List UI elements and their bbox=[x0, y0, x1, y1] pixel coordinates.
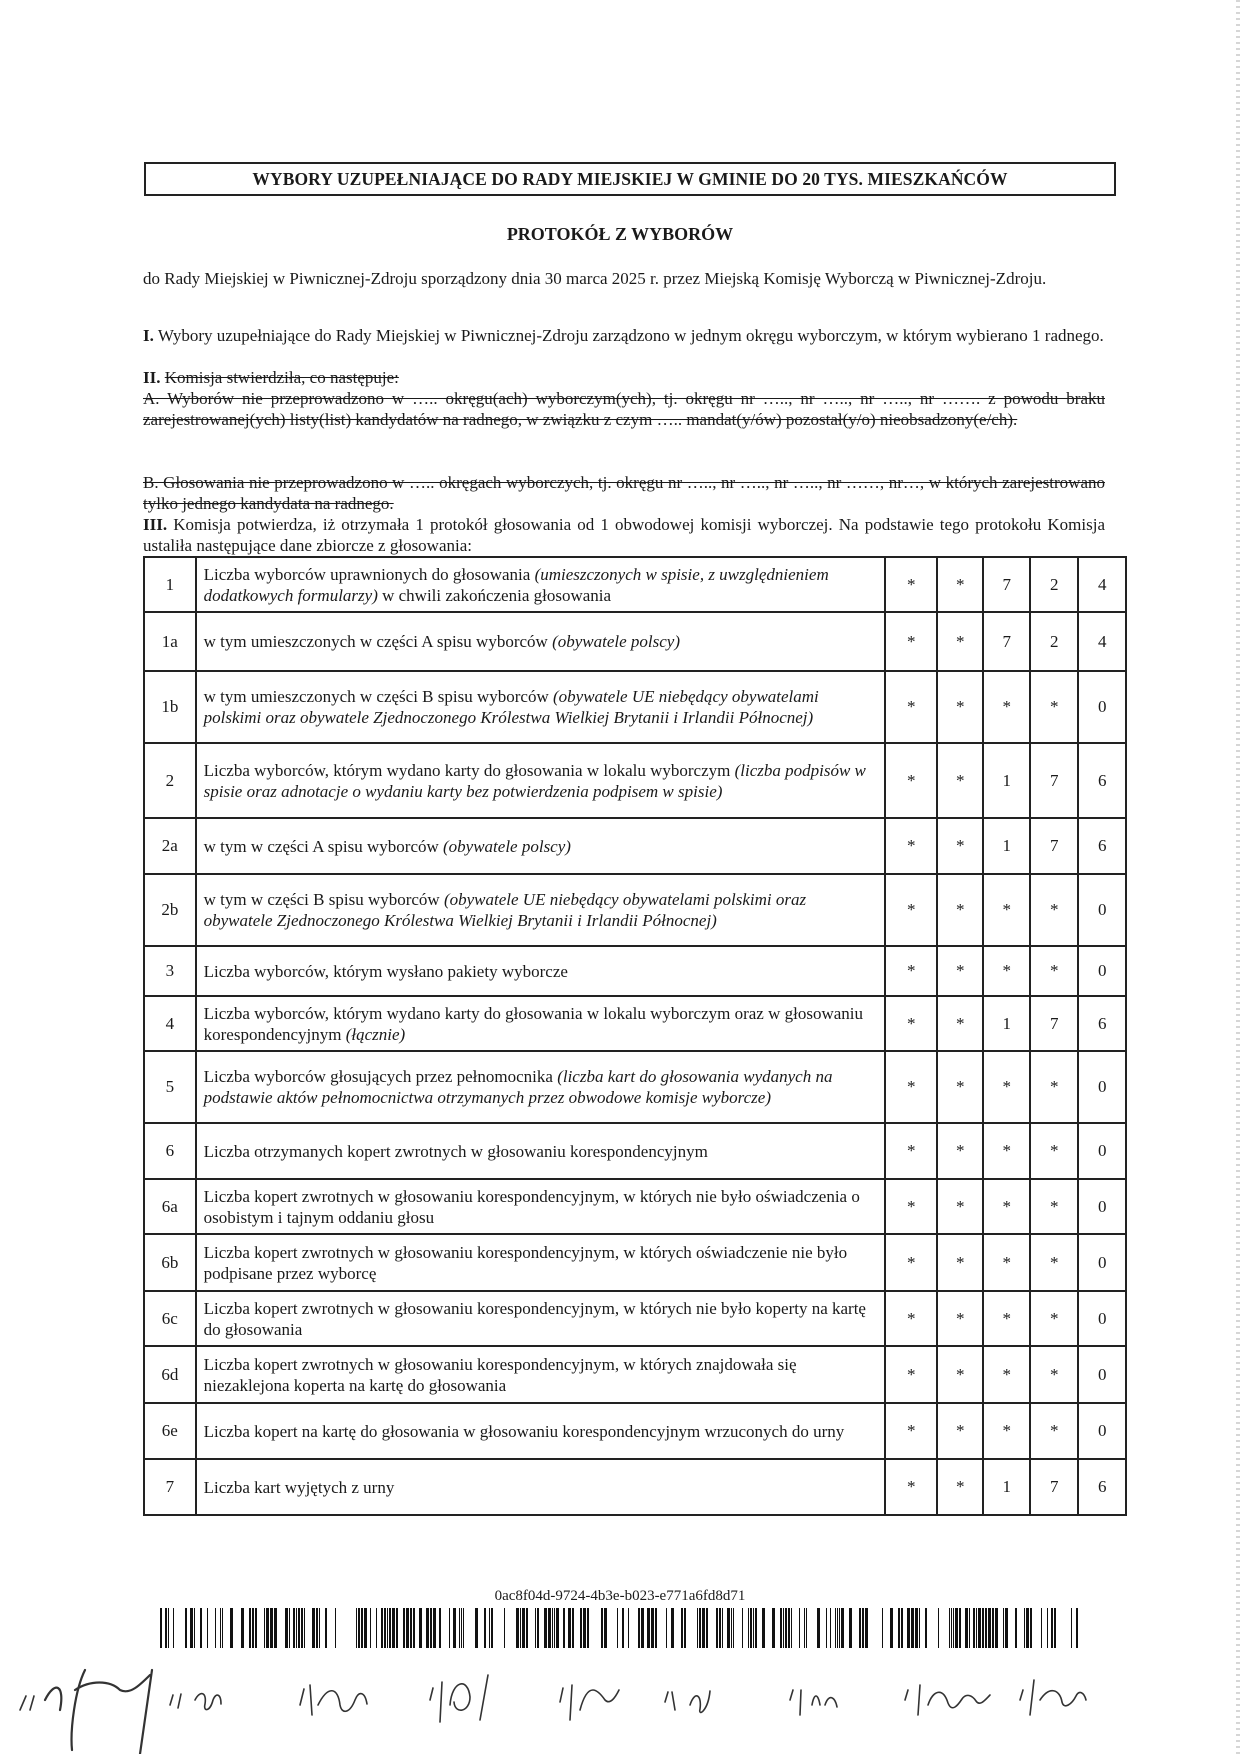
digit-cell-5: 0 bbox=[1078, 1346, 1126, 1403]
digit-cell-4: * bbox=[1030, 1179, 1079, 1234]
digit-cell-3: * bbox=[983, 946, 1029, 996]
digit-cell-2: * bbox=[937, 996, 983, 1051]
row-description: w tym w części A spisu wyborców (obywatele polscy) bbox=[196, 818, 886, 874]
digit-cell-1: * bbox=[885, 612, 937, 671]
digit-cell-1: * bbox=[885, 1346, 937, 1403]
section-2-label: II. bbox=[143, 368, 161, 387]
digit-cell-5: 0 bbox=[1078, 1123, 1126, 1179]
digit-cell-5: 4 bbox=[1078, 557, 1126, 612]
table-row bbox=[144, 612, 1126, 671]
digit-cell-2: * bbox=[937, 612, 983, 671]
row-number: 6e bbox=[144, 1403, 196, 1459]
row-description: w tym w części B spisu wyborców (obywatele UE niebędący obywatelami polskimi oraz obywatele Zjednoczonego Królestwa Wielkiej Brytanii i Irlandii Północnej) bbox=[196, 874, 886, 946]
digit-cell-2: * bbox=[937, 1291, 983, 1346]
digit-cell-2: * bbox=[937, 1346, 983, 1403]
row-number: 6c bbox=[144, 1291, 196, 1346]
row-number: 2b bbox=[144, 874, 196, 946]
digit-cell-1: * bbox=[885, 1179, 937, 1234]
digit-cell-5: 6 bbox=[1078, 1459, 1126, 1515]
table-row bbox=[144, 1051, 1126, 1123]
row-description: Liczba wyborców, którym wysłano pakiety wyborcze bbox=[196, 946, 886, 996]
digit-cell-2: * bbox=[937, 1234, 983, 1291]
digit-cell-5: 6 bbox=[1078, 818, 1126, 874]
digit-cell-4: * bbox=[1030, 1123, 1079, 1179]
digit-cell-3: * bbox=[983, 1291, 1029, 1346]
digit-cell-5: 0 bbox=[1078, 946, 1126, 996]
digit-cell-3: * bbox=[983, 1346, 1029, 1403]
digit-cell-1: * bbox=[885, 1291, 937, 1346]
section-2b-struck: B. Głosowania nie przeprowadzono w ….. okręgach wyborczych, tj. okręgu nr ….., nr ….., nr ….., nr ……, nr…, w których zarejestrowano tylko jednego kandydata na radnego. bbox=[143, 473, 1105, 513]
table-row bbox=[144, 874, 1126, 946]
election-banner bbox=[144, 162, 1116, 196]
section-2-text: Komisja stwierdziła, co następuje: bbox=[164, 368, 399, 387]
digit-cell-2: * bbox=[937, 1403, 983, 1459]
digit-cell-1: * bbox=[885, 1403, 937, 1459]
table-row bbox=[144, 1403, 1126, 1459]
table-row bbox=[144, 818, 1126, 874]
digit-cell-2: * bbox=[937, 1459, 983, 1515]
section-2a-struck: A. Wyborów nie przeprowadzono w ….. okręgu(ach) wyborczym(ych), tj. okręgu nr ….., nr ….., nr ….., nr ……. z powodu braku zarejestrowanej(ych) listy(list) kandydatów na radnego, w związku z czym ….. mandat(y/ów) pozostał(y/o) nieobsadzony(e/ch). bbox=[143, 389, 1105, 429]
digit-cell-5: 6 bbox=[1078, 996, 1126, 1051]
row-description: Liczba otrzymanych kopert zwrotnych w głosowaniu korespondencyjnym bbox=[196, 1123, 886, 1179]
row-description: Liczba wyborców, którym wydano karty do głosowania w lokalu wyborczym oraz w głosowaniu korespondencyjnym (łącznie) bbox=[196, 996, 886, 1051]
digit-cell-3: 7 bbox=[983, 612, 1029, 671]
digit-cell-2: * bbox=[937, 1179, 983, 1234]
digit-cell-4: * bbox=[1030, 671, 1079, 743]
digit-cell-5: 0 bbox=[1078, 671, 1126, 743]
row-number: 6d bbox=[144, 1346, 196, 1403]
row-number: 7 bbox=[144, 1459, 196, 1515]
row-number: 1 bbox=[144, 557, 196, 612]
row-description: Liczba kopert zwrotnych w głosowaniu korespondencyjnym, w których znajdowała się niezaklejona koperta na kartę do głosowania bbox=[196, 1346, 886, 1403]
row-number: 2 bbox=[144, 743, 196, 818]
section-3 bbox=[143, 514, 1105, 556]
row-number: 6a bbox=[144, 1179, 196, 1234]
banner-text: WYBORY UZUPEŁNIAJĄCE DO RADY MIEJSKIEJ W GMINIE DO 20 TYS. MIESZKAŃCÓW bbox=[252, 168, 1008, 189]
digit-cell-3: 1 bbox=[983, 818, 1029, 874]
barcode-id: 0ac8f04d-9724-4b3e-b023-e771a6fd8d71 bbox=[494, 1588, 746, 1604]
digit-cell-2: * bbox=[937, 743, 983, 818]
digit-cell-5: 0 bbox=[1078, 1291, 1126, 1346]
digit-cell-4: * bbox=[1030, 1051, 1079, 1123]
digit-cell-4: 7 bbox=[1030, 743, 1079, 818]
row-number: 1a bbox=[144, 612, 196, 671]
digit-cell-1: * bbox=[885, 1459, 937, 1515]
digit-cell-2: * bbox=[937, 1051, 983, 1123]
row-number: 1b bbox=[144, 671, 196, 743]
intro-paragraph: do Rady Miejskiej w Piwnicznej-Zdroju sporządzony dnia 30 marca 2025 r. przez Miejską Komisję Wyborczą w Piwnicznej-Zdroju. bbox=[143, 269, 1047, 288]
digit-cell-3: * bbox=[983, 671, 1029, 743]
row-number: 5 bbox=[144, 1051, 196, 1123]
digit-cell-1: * bbox=[885, 1051, 937, 1123]
digit-cell-3: * bbox=[983, 1051, 1029, 1123]
section-1-label: I. bbox=[143, 326, 154, 345]
section-3-text: Komisja potwierdza, iż otrzymała 1 protokół głosowania od 1 obwodowej komisji wyborczej. Na podstawie tego protokołu Komisja ustaliła następujące dane zbiorcze z głosowania: bbox=[143, 515, 1105, 555]
table-row bbox=[144, 671, 1126, 743]
row-description: Liczba wyborców uprawnionych do głosowania (umieszczonych w spisie, z uwzględnieniem dodatkowych formularzy) w chwili zakończenia głosowania bbox=[196, 557, 886, 612]
voting-data-table bbox=[143, 556, 1127, 1516]
row-description: w tym umieszczonych w części B spisu wyborców (obywatele UE niebędący obywatelami polskimi oraz obywatele Zjednoczonego Królestwa Wielkiej Brytanii i Irlandii Północnej) bbox=[196, 671, 886, 743]
digit-cell-5: 0 bbox=[1078, 1403, 1126, 1459]
row-description: Liczba wyborców, którym wydano karty do głosowania w lokalu wyborczym (liczba podpisów w spisie oraz adnotacje o wydaniu karty bez potwierdzenia podpisem w spisie) bbox=[196, 743, 886, 818]
table-row bbox=[144, 743, 1126, 818]
digit-cell-5: 0 bbox=[1078, 1179, 1126, 1234]
digit-cell-3: * bbox=[983, 1123, 1029, 1179]
table-row bbox=[144, 946, 1126, 996]
digit-cell-4: * bbox=[1030, 1291, 1079, 1346]
table-row bbox=[144, 1459, 1126, 1515]
digit-cell-5: 0 bbox=[1078, 1051, 1126, 1123]
row-number: 6 bbox=[144, 1123, 196, 1179]
digit-cell-3: 1 bbox=[983, 743, 1029, 818]
section-1 bbox=[143, 325, 1105, 346]
row-number: 2a bbox=[144, 818, 196, 874]
digit-cell-1: * bbox=[885, 557, 937, 612]
table-row bbox=[144, 1346, 1126, 1403]
digit-cell-3: * bbox=[983, 1234, 1029, 1291]
row-description: Liczba kopert zwrotnych w głosowaniu korespondencyjnym, w których oświadczenie nie było podpisane przez wyborcę bbox=[196, 1234, 886, 1291]
digit-cell-1: * bbox=[885, 996, 937, 1051]
table-row bbox=[144, 1179, 1126, 1234]
digit-cell-5: 0 bbox=[1078, 1234, 1126, 1291]
digit-cell-2: * bbox=[937, 671, 983, 743]
digit-cell-1: * bbox=[885, 1123, 937, 1179]
digit-cell-1: * bbox=[885, 671, 937, 743]
table-row bbox=[144, 557, 1126, 612]
digit-cell-4: 2 bbox=[1030, 557, 1079, 612]
digit-cell-3: * bbox=[983, 1403, 1029, 1459]
digit-cell-2: * bbox=[937, 1123, 983, 1179]
digit-cell-1: * bbox=[885, 818, 937, 874]
digit-cell-5: 0 bbox=[1078, 874, 1126, 946]
digit-cell-4: 2 bbox=[1030, 612, 1079, 671]
digit-cell-2: * bbox=[937, 818, 983, 874]
scan-edge bbox=[1236, 0, 1240, 1754]
table-body bbox=[144, 557, 1126, 1515]
digit-cell-4: * bbox=[1030, 1346, 1079, 1403]
digit-cell-4: * bbox=[1030, 1403, 1079, 1459]
digit-cell-1: * bbox=[885, 874, 937, 946]
digit-cell-2: * bbox=[937, 874, 983, 946]
row-description: Liczba wyborców głosujących przez pełnomocnika (liczba kart do głosowania wydanych na podstawie aktów pełnomocnictwa otrzymanych przez obwodowe komisje wyborcze) bbox=[196, 1051, 886, 1123]
section-3-label: III. bbox=[143, 515, 168, 534]
section-2 bbox=[143, 367, 1105, 388]
digit-cell-3: 1 bbox=[983, 996, 1029, 1051]
digit-cell-3: 1 bbox=[983, 1459, 1029, 1515]
row-number: 6b bbox=[144, 1234, 196, 1291]
digit-cell-4: 7 bbox=[1030, 1459, 1079, 1515]
section-1-text: Wybory uzupełniające do Rady Miejskiej w Piwnicznej-Zdroju zarządzono w jednym okręgu wyborczym, w którym wybierano 1 radnego. bbox=[157, 326, 1104, 345]
digit-cell-3: 7 bbox=[983, 557, 1029, 612]
page-title: PROTOKÓŁ Z WYBORÓW bbox=[506, 224, 734, 244]
row-number: 3 bbox=[144, 946, 196, 996]
digit-cell-5: 6 bbox=[1078, 743, 1126, 818]
digit-cell-1: * bbox=[885, 743, 937, 818]
table-row bbox=[144, 996, 1126, 1051]
digit-cell-1: * bbox=[885, 1234, 937, 1291]
table-row bbox=[144, 1234, 1126, 1291]
digit-cell-4: * bbox=[1030, 874, 1079, 946]
digit-cell-4: 7 bbox=[1030, 818, 1079, 874]
digit-cell-1: * bbox=[885, 946, 937, 996]
digit-cell-2: * bbox=[937, 557, 983, 612]
digit-cell-4: * bbox=[1030, 946, 1079, 996]
barcode-image bbox=[160, 1608, 1078, 1648]
digit-cell-5: 4 bbox=[1078, 612, 1126, 671]
digit-cell-4: * bbox=[1030, 1234, 1079, 1291]
table-row bbox=[144, 1291, 1126, 1346]
row-number: 4 bbox=[144, 996, 196, 1051]
row-description: Liczba kart wyjętych z urny bbox=[196, 1459, 886, 1515]
digit-cell-4: 7 bbox=[1030, 996, 1079, 1051]
row-description: Liczba kopert zwrotnych w głosowaniu korespondencyjnym, w których nie było oświadczenia o osobistym i tajnym oddaniu głosu bbox=[196, 1179, 886, 1234]
row-description: w tym umieszczonych w części A spisu wyborców (obywatele polscy) bbox=[196, 612, 886, 671]
table-row bbox=[144, 1123, 1126, 1179]
commission-signatures bbox=[0, 1660, 1240, 1754]
row-description: Liczba kopert na kartę do głosowania w głosowaniu korespondencyjnym wrzuconych do urny bbox=[196, 1403, 886, 1459]
digit-cell-3: * bbox=[983, 1179, 1029, 1234]
row-description: Liczba kopert zwrotnych w głosowaniu korespondencyjnym, w których nie było koperty na kartę do głosowania bbox=[196, 1291, 886, 1346]
digit-cell-3: * bbox=[983, 874, 1029, 946]
digit-cell-2: * bbox=[937, 946, 983, 996]
